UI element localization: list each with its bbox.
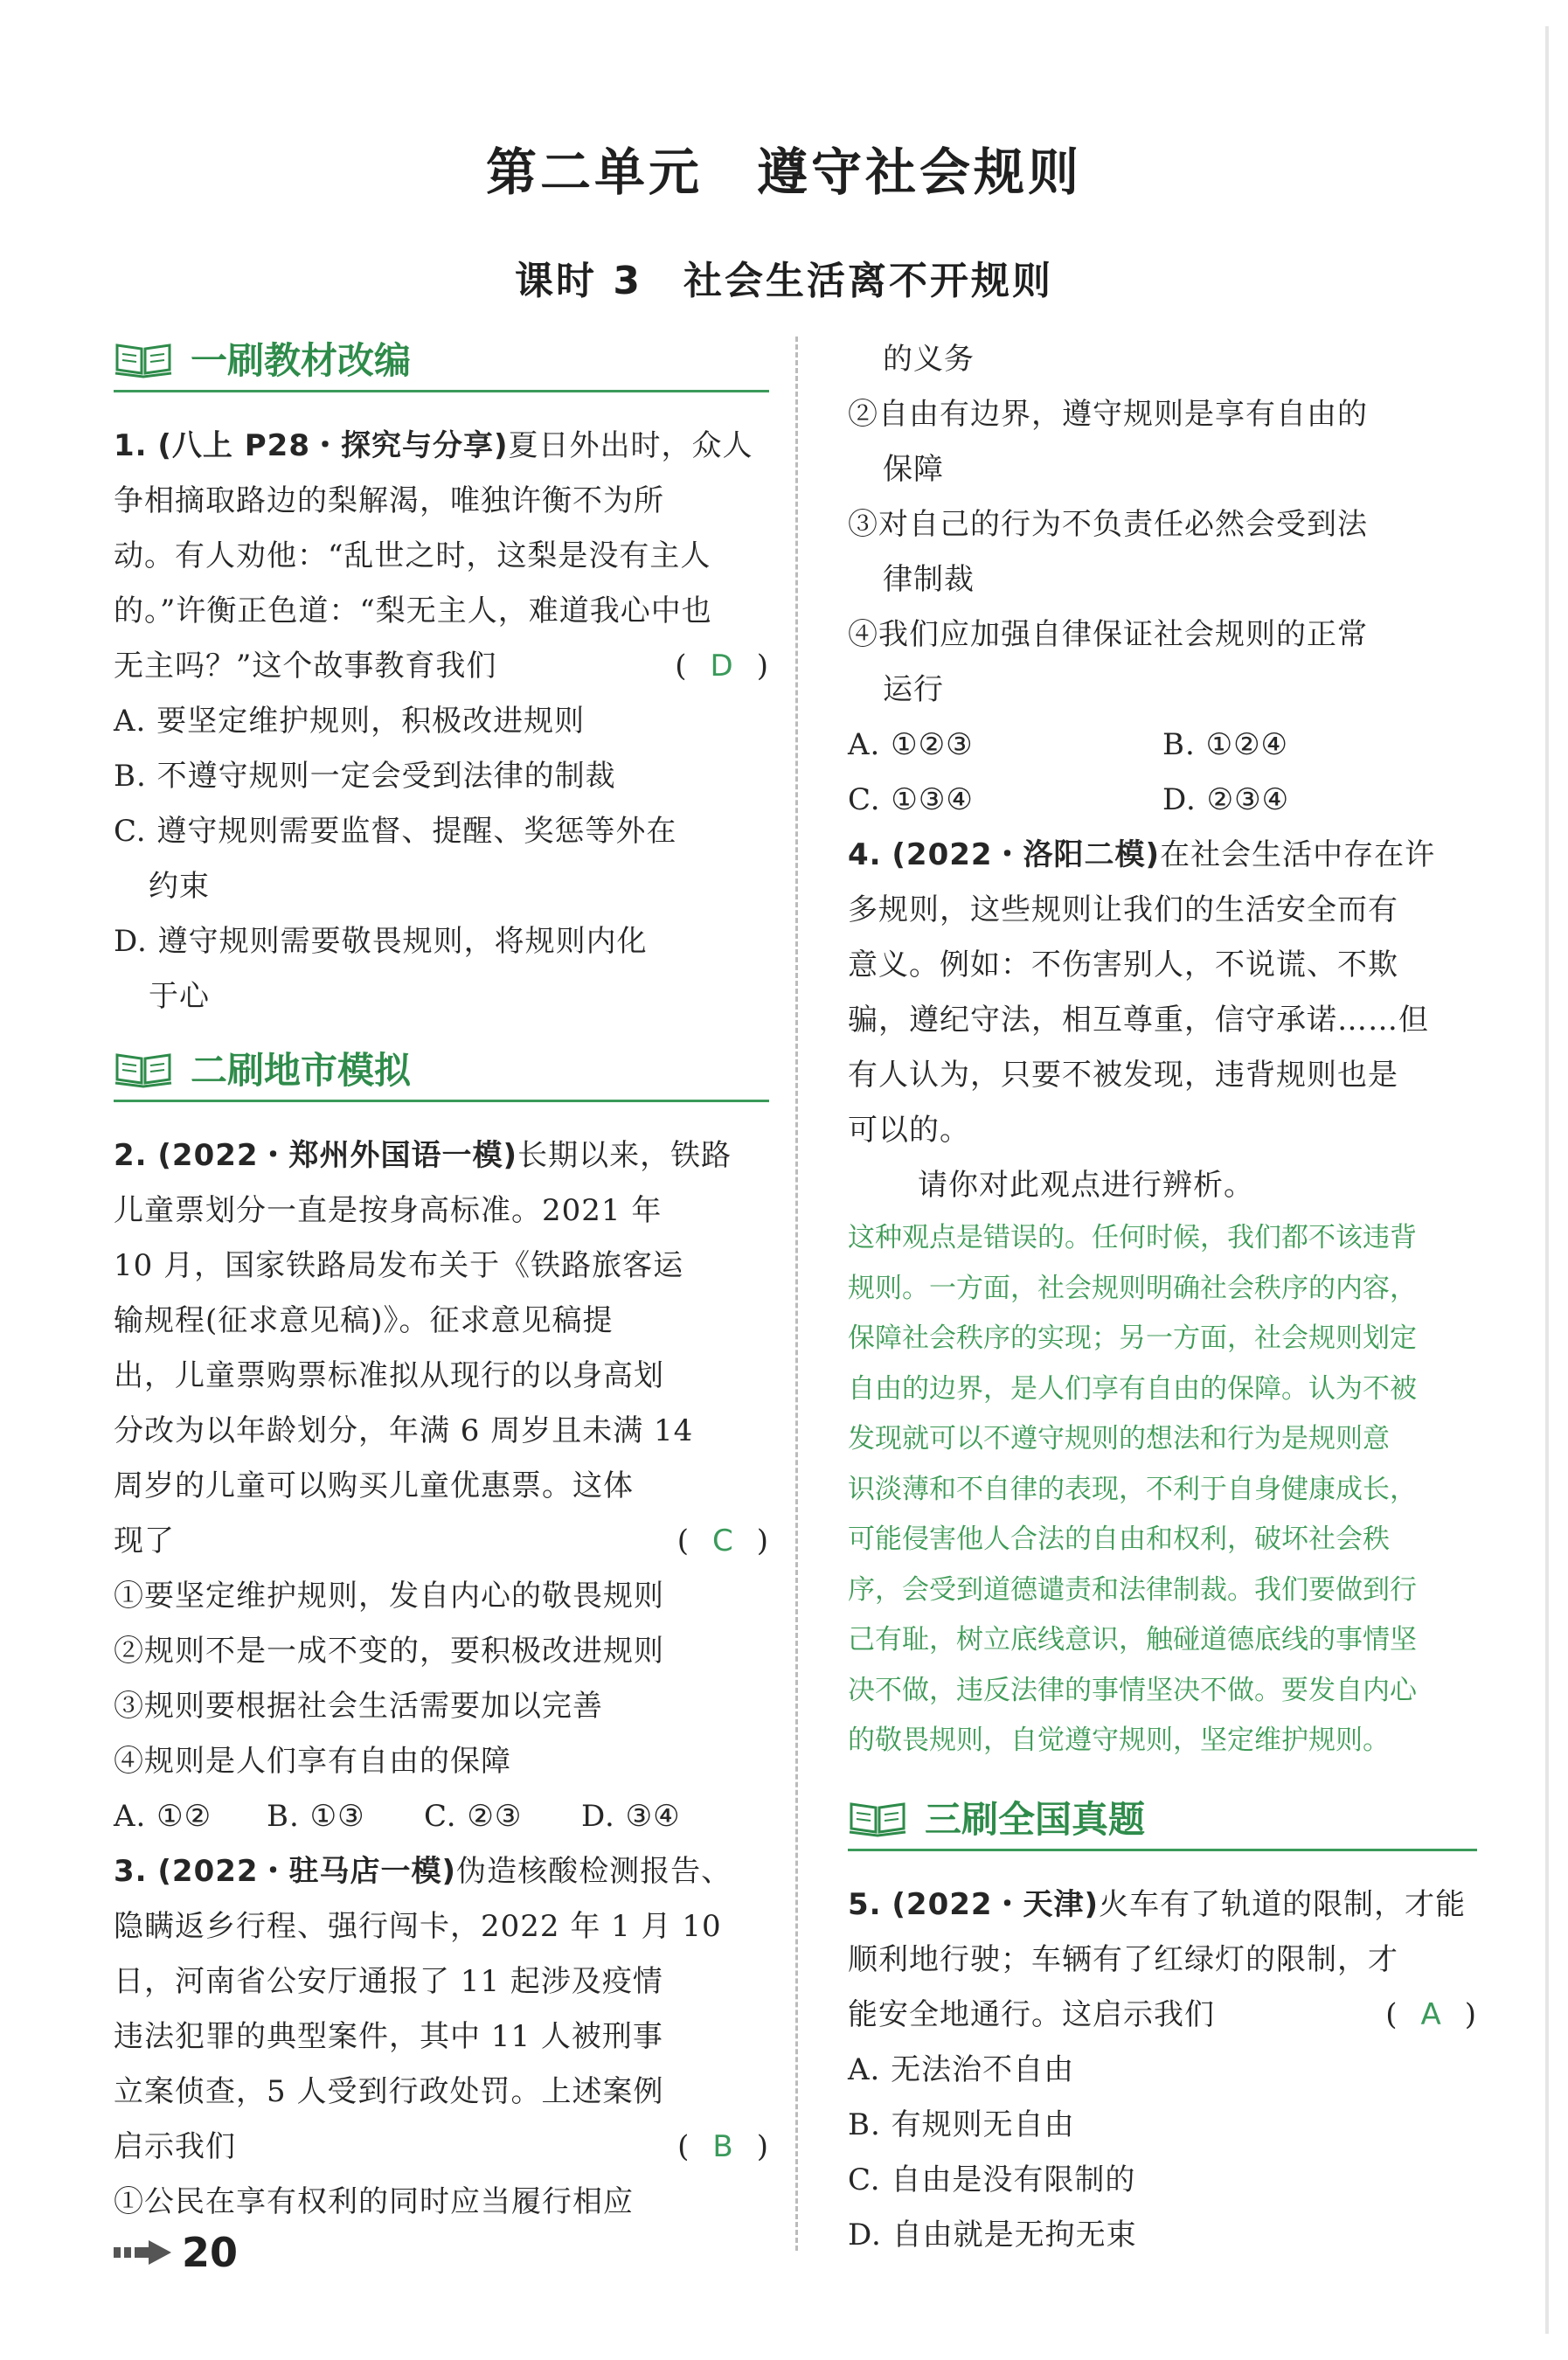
book-icon bbox=[848, 1797, 907, 1837]
option: D. ②③④ bbox=[1162, 782, 1290, 817]
options-row bbox=[848, 718, 1477, 773]
question-source: (2022・驻马店一模) bbox=[157, 1854, 457, 1889]
question-3-continued: 的义务 ②自由有边界，遵守规则是享有自由的 保障 ③对自己的行为不负责任必然会受到法 律制裁 ④我们应加强自律保证社会规则的正常 运行 A. ①②③ B. ①②④ C. ①③④ D. ②③④ bbox=[848, 332, 1477, 828]
option: B. 有规则无自由 bbox=[848, 2107, 1075, 2142]
statement-item: ③对自己的行为不负责任必然会受到法 bbox=[848, 507, 1368, 542]
left-column bbox=[114, 332, 769, 2230]
option: D. ③④ bbox=[581, 1799, 681, 1834]
unit-title: 第二单元 遵守社会规则 bbox=[485, 142, 1082, 202]
answer-bracket: ( C ) bbox=[676, 1524, 769, 1558]
question-source: (八上 P28・探究与分享) bbox=[157, 428, 509, 463]
option: B. ①③ bbox=[267, 1799, 365, 1834]
section-title: 三刷全国真题 bbox=[925, 1797, 1146, 1841]
statement-item: ①公民在享有权利的同时应当履行相应 bbox=[114, 2184, 634, 2219]
option: C. 自由是没有限制的 bbox=[848, 2162, 1136, 2197]
question-2: 2. (2022・郑州外国语一模)长期以来，铁路 儿童票划分一直是按身高标准。2021 年 10 月，国家铁路局发布关于《铁路旅客运 输规程(征求意见稿)》。征求意见稿提 出，儿童票购票标准拟从现行的以身高划 分改为以年龄划分，年满 6 周岁且未满 14 周岁的儿童可以购买儿童优惠票。这体 现了 ( C ) ①要坚定维护规则，发自内心的敬畏规则 ②规则不是一成不变的，要积极改进规则 ③规则要根据社会生活需要加以完善 ④规则是人们享有自由的保障 A. ①② B. ①③ C. ②③ D. ③④ bbox=[114, 1128, 769, 1844]
option: A. ①②③ bbox=[848, 727, 974, 762]
question-prompt: 请你对此观点进行辨析。 bbox=[918, 1168, 1254, 1203]
section-header-3 bbox=[848, 1791, 1477, 1851]
option: D. 遵守规则需要敬畏规则，将规则内化 bbox=[114, 924, 648, 959]
option: A. ①② bbox=[114, 1799, 212, 1834]
statement-item: ②规则不是一成不变的，要积极改进规则 bbox=[114, 1634, 664, 1669]
options-row bbox=[848, 773, 1477, 828]
option: C. ①③④ bbox=[848, 782, 974, 817]
section-title: 一刷教材改编 bbox=[191, 339, 412, 382]
answer-letter: A bbox=[1420, 1996, 1442, 2032]
lesson-title: 课时 3 社会生活离不开规则 bbox=[515, 259, 1053, 303]
option: D. 自由就是无拘无束 bbox=[848, 2217, 1137, 2252]
option: B. 不遵守规则一定会受到法律的制裁 bbox=[114, 759, 616, 794]
section-title: 二刷地市模拟 bbox=[191, 1049, 412, 1092]
statement-item: ③规则要根据社会生活需要加以完善 bbox=[114, 1689, 603, 1724]
question-5: 5. (2022・天津)火车有了轨道的限制，才能 顺利地行驶；车辆有了红绿灯的限制，才 能安全地通行。这启示我们 ( A ) A. 无法治不自由 B. 有规则无自由 C. 自由是没有限制的 D. 自由就是无拘无束 bbox=[848, 1878, 1477, 2263]
question-number: 5. bbox=[848, 1886, 882, 1922]
page-number-text: 20 bbox=[182, 2229, 239, 2276]
question-number: 1. bbox=[114, 428, 148, 463]
section-header-1 bbox=[114, 332, 769, 392]
answer-bracket: ( A ) bbox=[1385, 1996, 1477, 2032]
option: A. 要坚定维护规则，积极改进规则 bbox=[114, 704, 586, 739]
question-4: 4. (2022・洛阳二模)在社会生活中存在许 多规则，这些规则让我们的生活安全而有 意义。例如：不伤害别人，不说谎、不欺 骗，遵纪守法，相互尊重，信守承诺……但 有人认为，只要不被发现，违背规则也是 可以的。 请你对此观点进行辨析。 这种观点是错误的。任何时候，我们都不该违背 规则。一方面，社会规则明确社会秩序的内容， 保障社会秩序的实现；另一方面，社会规则划定 自由的边界，是人们享有自由的保障。认为不被 发现就可以不遵守规则的想法和行为是规则意 识淡薄和不自律的表现，不利于自身健康成长， 可能侵害他人合法的自由和权利，破坏社会秩 序，会受到道德谴责和法律制裁。我们要做到行 己有耻，树立底线意识，触碰道德底线的事情坚 决不做，违反法律的事情坚决不做。要发自内心 的敬畏规则，自觉遵守规则，坚定维护规则。 bbox=[848, 828, 1477, 1767]
right-column bbox=[848, 332, 1477, 2263]
page-edge-line bbox=[1545, 26, 1549, 2334]
question-1: 1. (八上 P28・探究与分享)夏日外出时，众人 争相摘取路边的梨解渴，唯独许衡不为所 动。有人劝他：“乱世之时，这梨是没有主人 的。”许衡正色道：“梨无主人，难道我心中也 无主吗？”这个故事教育我们 ( D ) A. 要坚定维护规则，积极改进规则 B. 不遵守规则一定会受到法律的制裁 C. 遵守规则需要监督、提醒、奖惩等外在 约束 D. 遵守规则需要敬畏规则，将规则内化 于心 bbox=[114, 428, 769, 1014]
question-number: 2. bbox=[114, 1138, 148, 1173]
answer-letter: B bbox=[712, 2129, 734, 2164]
option: C. 遵守规则需要监督、提醒、奖惩等外在 bbox=[114, 814, 677, 849]
statement-item: ①要坚定维护规则，发自内心的敬畏规则 bbox=[114, 1579, 664, 1614]
options-row bbox=[114, 1789, 769, 1844]
answer-bracket: ( B ) bbox=[677, 2129, 769, 2164]
question-source: (2022・郑州外国语一模) bbox=[157, 1138, 518, 1173]
statement-item: ④规则是人们享有自由的保障 bbox=[114, 1744, 511, 1779]
question-3: 3. (2022・驻马店一模)伪造核酸检测报告、 隐瞒返乡行程、强行闯卡，2022 年 1 月 10 日，河南省公安厅通报了 11 起涉及疫情 违法犯罪的典型案件，其中 11 人被刑事 立案侦查，5 人受到行政处罚。上述案例 启示我们 ( B ) ①公民在享有权利的同时应当履行相应 bbox=[114, 1844, 769, 2230]
answer-letter: D bbox=[710, 649, 734, 684]
option: A. 无法治不自由 bbox=[848, 2051, 1075, 2087]
book-icon bbox=[114, 338, 173, 378]
answer-text: 这种观点是错误的。任何时候，我们都不该违背 规则。一方面，社会规则明确社会秩序的内容， 保障社会秩序的实现；另一方面，社会规则划定 自由的边界，是人们享有自由的保障。认为不被 发现就可以不遵守规则的想法和行为是规则意 识淡薄和不自律的表现，不利于自身健康成长， 可能侵害他人合法的自由和权利，破坏社会秩 序，会受到道德谴责和法律制裁。我们要做到行 己有耻，树立底线意识，触碰道德底线的事情坚 决不做，违反法律的事情坚决不做。要发自内心 的敬畏规则，自觉遵守规则，坚定维护规则。 bbox=[848, 1222, 1417, 1756]
column-divider bbox=[795, 337, 798, 2251]
option: B. ①②④ bbox=[1162, 727, 1289, 762]
page-number bbox=[114, 2229, 238, 2276]
question-number: 3. bbox=[114, 1854, 148, 1889]
section-header-2 bbox=[114, 1042, 769, 1102]
statement-item: ④我们应加强自律保证社会规则的正常 bbox=[848, 617, 1368, 652]
answer-letter: C bbox=[711, 1524, 734, 1558]
arrow-icon bbox=[114, 2237, 175, 2268]
book-icon bbox=[114, 1048, 173, 1088]
answer-bracket: ( D ) bbox=[675, 649, 769, 684]
question-number: 4. bbox=[848, 837, 882, 872]
option: C. ②③ bbox=[424, 1799, 523, 1834]
question-source: (2022・洛阳二模) bbox=[892, 837, 1161, 872]
question-source: (2022・天津) bbox=[892, 1886, 1100, 1922]
statement-item: ②自由有边界，遵守规则是享有自由的 bbox=[848, 397, 1368, 432]
